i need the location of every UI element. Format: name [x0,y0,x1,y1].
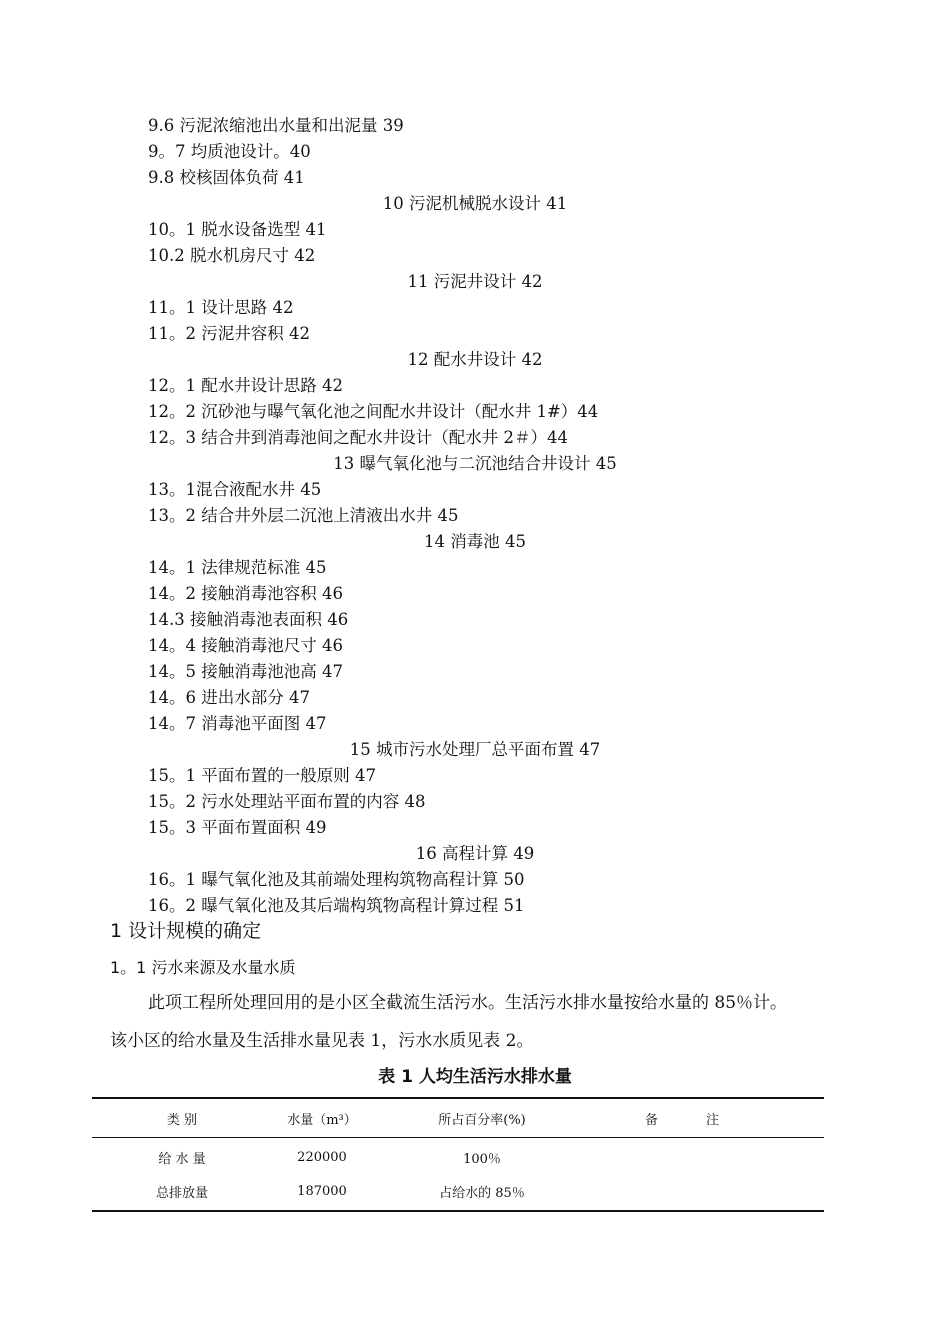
toc-entry[interactable]: 11。2 污泥井容积 42 [148,324,310,343]
cell-volume: 220000 [297,1149,347,1165]
toc-chapter[interactable]: 16 高程计算 49 [415,844,535,863]
toc-chapter[interactable]: 12 配水井设计 42 [407,350,543,369]
header-remark-a: 备 [644,1112,658,1128]
toc-chapter[interactable]: 14 消毒池 45 [424,532,526,551]
header-remark-b: 注 [706,1112,720,1128]
cell-percent: 100％ [463,1151,501,1167]
toc-entry[interactable]: 10。1 脱水设备选型 41 [148,220,327,239]
toc-entry[interactable]: 16。1 曝气氧化池及其前端处理构筑物高程计算 50 [148,870,525,889]
cell-category: 给 水 量 [158,1151,206,1167]
header-category: 类 别 [166,1112,198,1128]
toc-entry[interactable]: 9。7 均质池设计。40 [148,142,311,161]
header-percent: 所占百分率(%) [438,1112,526,1128]
toc-chapter[interactable]: 10 污泥机械脱水设计 41 [382,194,568,213]
table-row [92,1140,824,1174]
toc-entry[interactable]: 9.6 污泥浓缩池出水量和出泥量 39 [148,116,404,135]
toc-entry[interactable]: 13。1混合液配水井 45 [148,480,322,499]
toc-chapter[interactable]: 15 城市污水处理厂总平面布置 47 [349,740,601,759]
toc-entry[interactable]: 15。3 平面布置面积 49 [148,818,327,837]
toc-entry[interactable]: 14。5 接触消毒池池高 47 [148,662,343,681]
toc-entry[interactable]: 14.3 接触消毒池表面积 46 [148,610,349,629]
section-heading: 1 设计规模的确定 [110,920,262,942]
table-row [92,1174,824,1208]
table-of-contents [0,113,950,919]
subsection-heading: 1。1 污水来源及水量水质 [110,958,296,977]
toc-entry[interactable]: 14。7 消毒池平面图 47 [148,714,327,733]
toc-entry[interactable]: 14。4 接触消毒池尺寸 46 [148,636,343,655]
table-header-row [92,1099,824,1138]
cell-percent: 占给水的 85％ [439,1185,525,1201]
toc-entry[interactable]: 14。6 进出水部分 47 [148,688,310,707]
toc-chapter[interactable]: 13 曝气氧化池与二沉池结合井设计 45 [333,454,617,473]
toc-entry[interactable]: 14。2 接触消毒池容积 46 [148,584,343,603]
toc-entry[interactable]: 12。1 配水井设计思路 42 [148,376,343,395]
toc-entry[interactable]: 14。1 法律规范标准 45 [148,558,327,577]
toc-entry[interactable]: 15。1 平面布置的一般原则 47 [148,766,376,785]
toc-entry[interactable]: 15。2 污水处理站平面布置的内容 48 [148,792,426,811]
toc-entry[interactable]: 12。3 结合井到消毒池间之配水井设计（配水井 2＃）44 [148,428,568,447]
cell-category: 总排放量 [155,1185,208,1201]
toc-chapter[interactable]: 11 污泥井设计 42 [407,272,543,291]
body-paragraph: 此项工程所处理回用的是小区全截流生活污水。生活污水排水量按给水量的 85％计。 [148,993,788,1013]
header-volume: 水量（m³） [287,1112,357,1128]
toc-entry[interactable]: 10.2 脱水机房尺寸 42 [148,246,316,265]
toc-entry[interactable]: 11。1 设计思路 42 [148,298,294,317]
body-paragraph: 该小区的给水量及生活排水量见表 1，污水水质见表 2。 [110,1031,534,1051]
header-remark [592,1109,772,1128]
cell-volume: 187000 [297,1183,347,1199]
toc-entry[interactable]: 9.8 校核固体负荷 41 [148,168,305,187]
table-caption: 表 1 人均生活污水排水量 [378,1067,572,1087]
toc-entry[interactable]: 16。2 曝气氧化池及其后端构筑物高程计算过程 51 [148,896,525,915]
toc-entry[interactable]: 12。2 沉砂池与曝气氧化池之间配水井设计（配水井 1#）44 [148,402,599,421]
toc-entry[interactable]: 13。2 结合井外层二沉池上清液出水井 45 [148,506,459,525]
data-table [92,1097,824,1212]
